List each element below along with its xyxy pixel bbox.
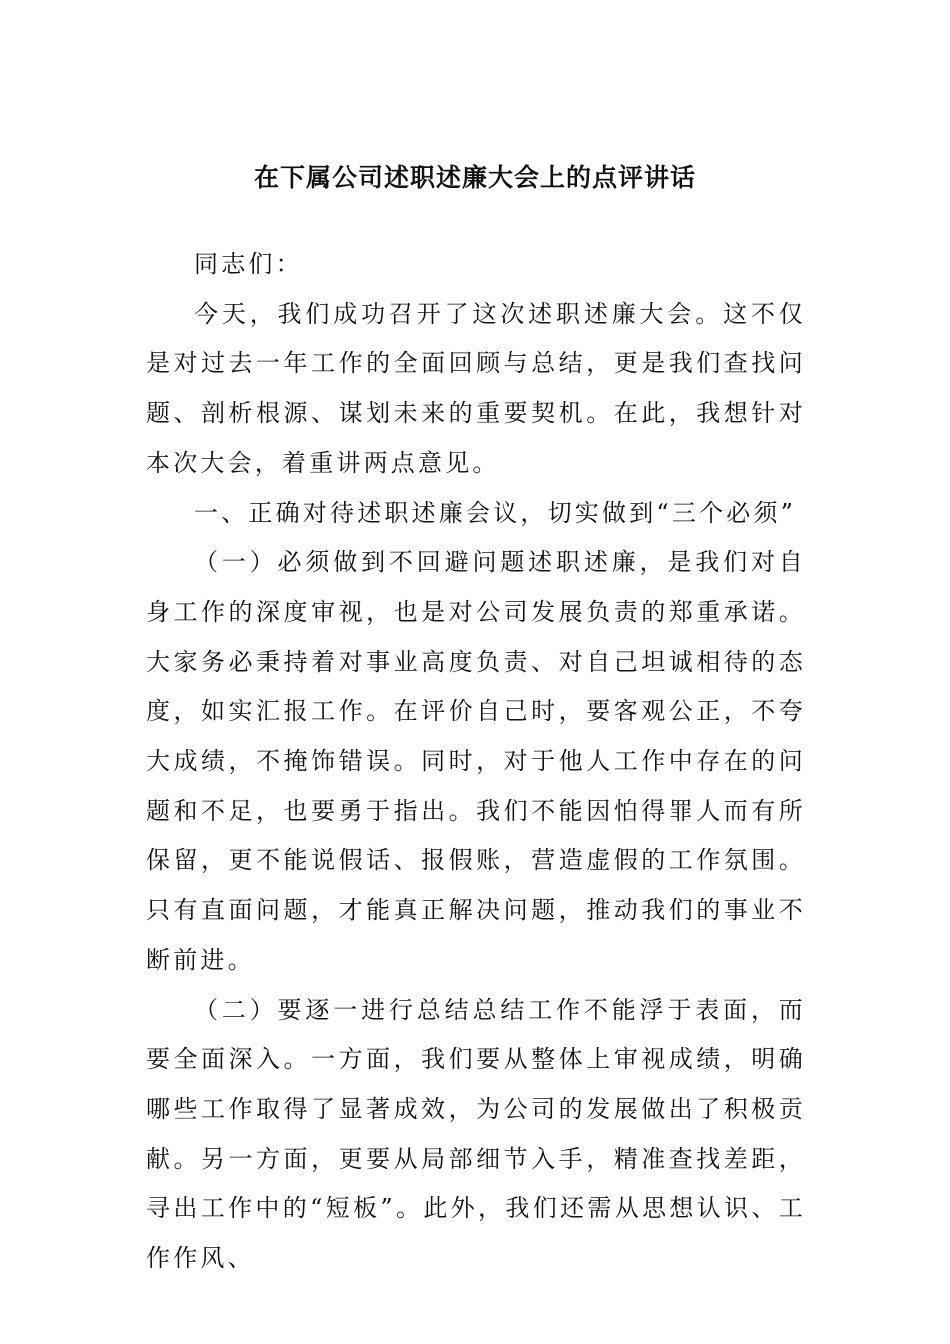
paragraph-intro: 今天，我们成功召开了这次述职述廉大会。这不仅是对过去一年工作的全面回顾与总结，更是我们查找问题、剖析根源、谋划未来的重要契机。在此，我想针对本次大会，着重讲两点意见。 (146, 299, 806, 477)
paragraph-point-2: （二）要逐一进行总结总结工作不能浮于表面，而要全面深入。一方面，我们要从整体上审视成绩，明确哪些工作取得了显著成效，为公司的发展做出了积极贡献。另一方面，更要从局部细节入手，精准查找差距，寻出工作中的“短板”。此外，我们还需从思想认识、工作作风、 (146, 995, 806, 1273)
document-body (146, 240, 806, 1284)
paragraph-salutation: 同志们： (194, 250, 303, 278)
section-heading-1: 一、正确对待述职述廉会议，切实做到“三个必须” (194, 498, 797, 527)
paragraph-point-1: （一）必须做到不回避问题述职述廉，是我们对自身工作的深度审视，也是对公司发展负责的郑重承诺。大家务必秉持着对事业高度负责、对自己坦诚相待的态度，如实汇报工作。在评价自己时，要客观公正，不夸大成绩，不掩饰错误。同时，对于他人工作中存在的问题和不足，也要勇于指出。我们不能因怕得罪人而有所保留，更不能说假话、报假账，营造虚假的工作氛围。只有直面问题，才能真正解决问题，推动我们的事业不断前进。 (146, 548, 806, 974)
document-title: 在下属公司述职述廉大会上的点评讲话 (253, 163, 696, 192)
